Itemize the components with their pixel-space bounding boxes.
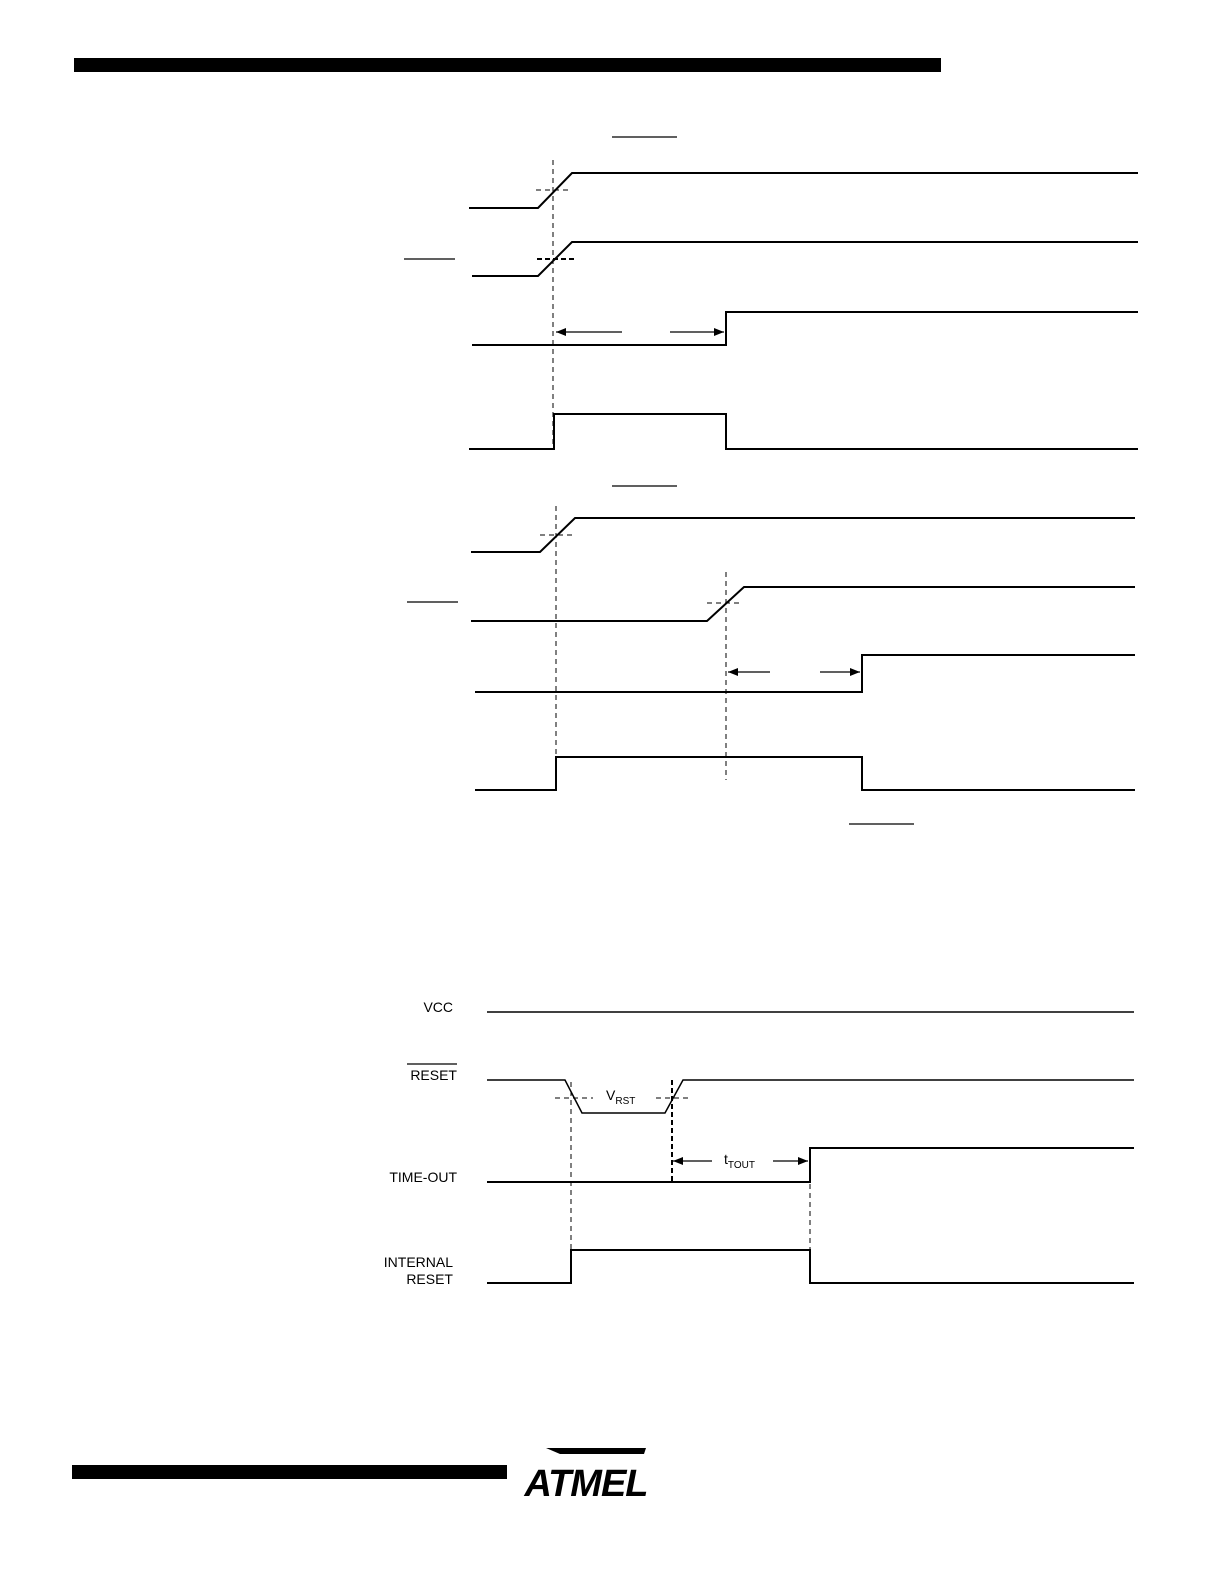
d3-arrowhead-right-icon [798,1157,808,1165]
timing-diagram-1 [404,137,1138,449]
timeout-label: TIME-OUT [389,1169,457,1185]
internal-reset-label-line1: INTERNAL [383,1254,453,1270]
atmel-logo [523,1448,647,1505]
d1-vcc-waveform [469,173,1138,208]
d3-arrowhead-left-icon [673,1157,683,1165]
d2-arrowhead-left-icon [728,668,738,676]
d2-timeout-waveform [475,655,1135,692]
d3-reset-waveform [487,1080,1134,1113]
d2-arrowhead-right-icon [850,668,860,676]
timing-diagram-2 [407,486,1135,824]
d2-reset-waveform [471,587,1135,621]
reset-label: RESET [410,1067,457,1083]
timing-diagram-3 [384,999,1134,1287]
internal-reset-label-line2: RESET [406,1271,453,1287]
ttout-label: $t_{TOUT}$ [724,1151,755,1171]
d1-arrowhead-left-icon [556,328,566,336]
d2-internal-reset-waveform [475,757,1135,790]
d1-timeout-waveform [472,312,1138,345]
d1-arrowhead-right-icon [714,328,724,336]
logo-top-swoosh [546,1448,646,1454]
vcc-label: VCC [423,999,453,1015]
logo-text: ATMEL [524,1463,648,1505]
vrst-label: $V_{RST}$ [606,1087,636,1107]
d1-internal-reset-waveform [469,414,1138,449]
footer-rule [72,1465,507,1479]
